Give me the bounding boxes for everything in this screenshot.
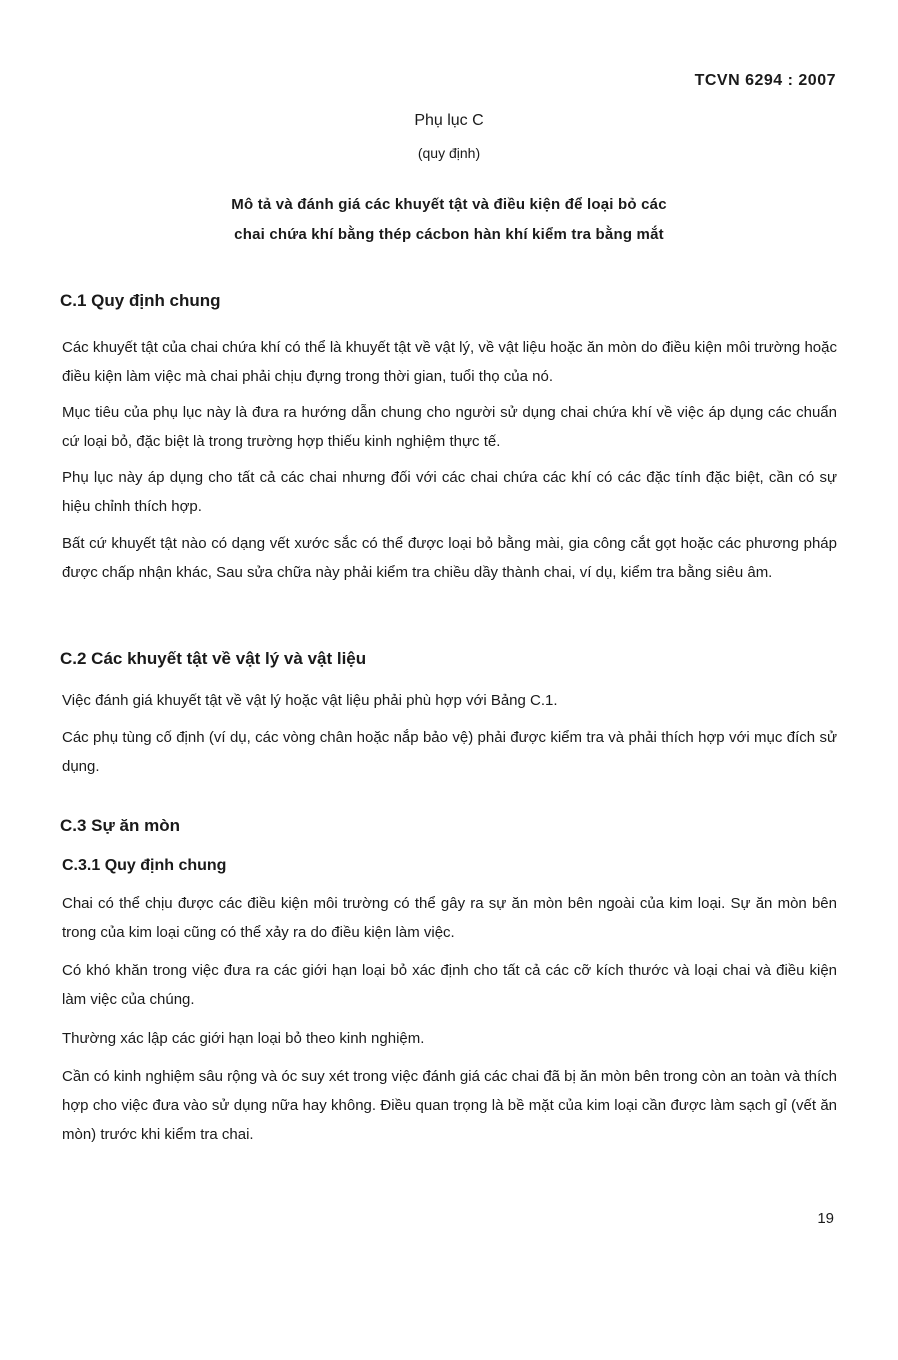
page-number: 19 — [817, 1210, 834, 1227]
section-c2-heading: C.2 Các khuyết tật về vật lý và vật liệu — [60, 649, 367, 668]
c3-paragraph-1: Chai có thể chịu được các điều kiện môi trường có thể gây ra sự ăn mòn bên ngoài của kim loại. Sự ăn mòn bên trong của kim loại cũng có thể xảy ra do điều kiện làm việc. — [62, 895, 837, 941]
annex-title — [0, 190, 898, 250]
section-c3-1-heading: C.3.1 Quy định chung — [62, 857, 227, 874]
annex-label: Phụ lục C — [414, 112, 484, 129]
c2-paragraph-1: Việc đánh giá khuyết tật về vật lý hoặc vật liệu phải phù hợp với Bảng C.1. — [62, 692, 558, 709]
annex-title-line1: Mô tả và đánh giá các khuyết tật và điều kiện để loại bỏ các — [231, 196, 667, 213]
c1-paragraph-1: Các khuyết tật của chai chứa khí có thể là khuyết tật về vật lý, về vật liệu hoặc ăn mòn do điều kiện môi trường hoặc điều kiện làm việc mà chai phải chịu đựng trong thời gian, tuổi thọ của nó. — [62, 339, 837, 385]
annex-title-line2: chai chứa khí bằng thép cácbon hàn khí kiểm tra bằng mắt — [234, 226, 664, 243]
c3-paragraph-4: Cần có kinh nghiệm sâu rộng và óc suy xét trong việc đánh giá các chai đã bị ăn mòn bên trong còn an toàn và thích hợp cho việc đưa vào sử dụng nữa hay không. Điều quan trọng là bề mặt của kim loại cần được làm sạch gỉ (vết ăn mòn) trước khi kiểm tra chai. — [62, 1068, 837, 1143]
section-c3-heading: C.3 Sự ăn mòn — [60, 816, 180, 835]
c1-paragraph-3: Phụ lục này áp dụng cho tất cả các chai nhưng đối với các chai chứa các khí có các đặc tính đặc biệt, cần có sự hiệu chỉnh thích hợp. — [62, 469, 837, 515]
standard-code: TCVN 6294 : 2007 — [694, 72, 836, 89]
annex-type: (quy định) — [417, 145, 481, 161]
c3-paragraph-2: Có khó khăn trong việc đưa ra các giới hạn loại bỏ xác định cho tất cả các cỡ kích thước và loại chai và điều kiện làm việc của chúng. — [62, 962, 837, 1008]
c1-paragraph-2: Mục tiêu của phụ lục này là đưa ra hướng dẫn chung cho người sử dụng chai chứa khí về việc áp dụng các chuẩn cứ loại bỏ, đặc biệt là trong trường hợp thiếu kinh nghiệm thực tế. — [62, 404, 837, 450]
section-c1-heading: C.1 Quy định chung — [60, 291, 221, 310]
c1-paragraph-4: Bất cứ khuyết tật nào có dạng vết xước sắc có thể được loại bỏ bằng mài, gia công cắt gọt hoặc các phương pháp được chấp nhận khác, Sau sửa chữa này phải kiểm tra chiều dầy thành chai, ví dụ, kiểm tra bằng siêu âm. — [62, 535, 837, 581]
c3-paragraph-3: Thường xác lập các giới hạn loại bỏ theo kinh nghiệm. — [62, 1030, 425, 1047]
c2-paragraph-2: Các phụ tùng cố định (ví dụ, các vòng chân hoặc nắp bảo vệ) phải được kiểm tra và phải thích hợp với mục đích sử dụng. — [62, 729, 837, 775]
